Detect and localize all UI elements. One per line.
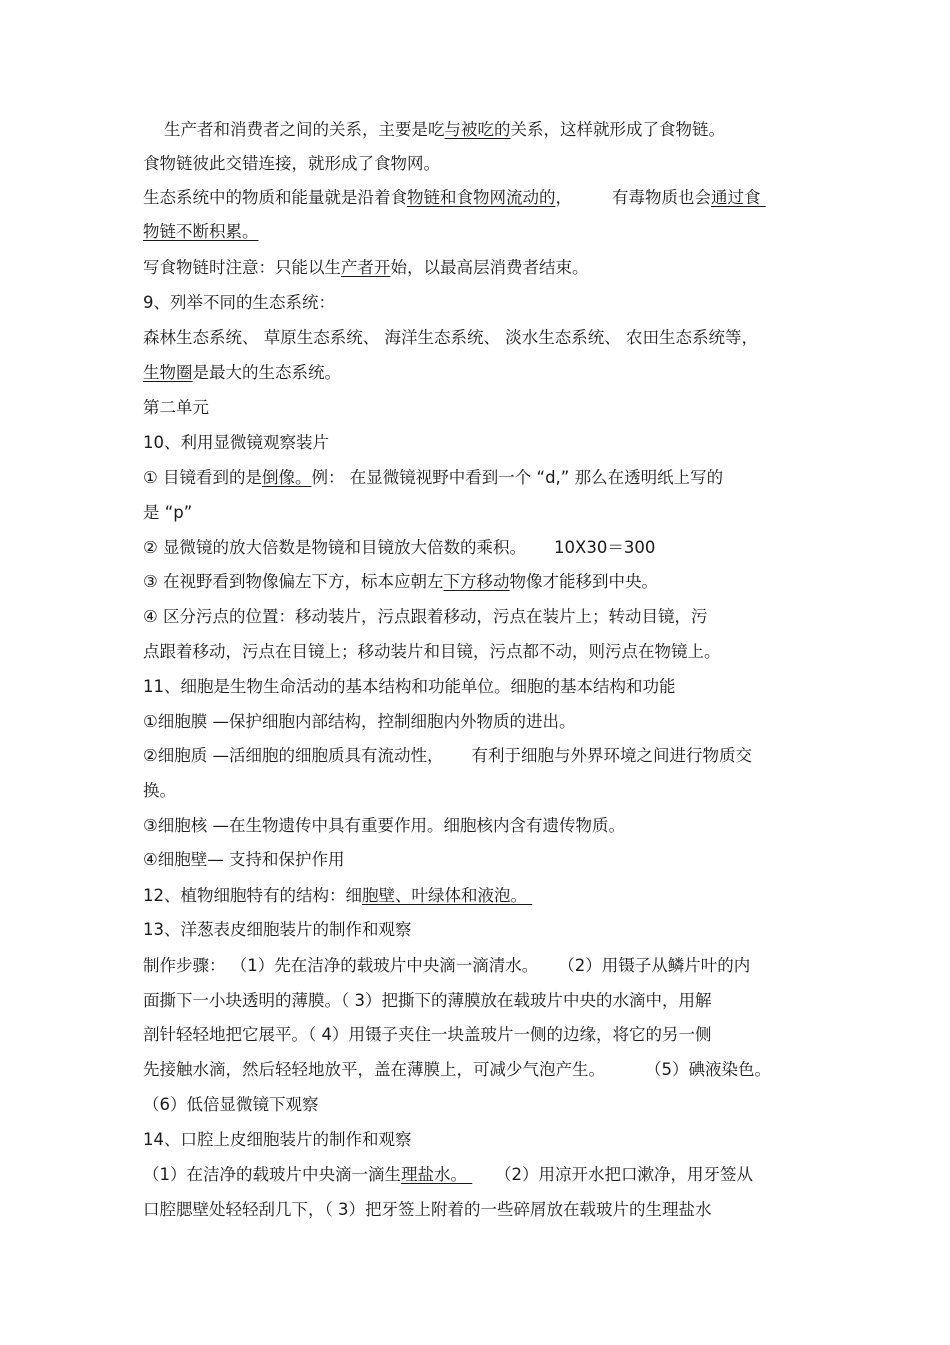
underlined-text: 通过食 [711,188,761,207]
section-heading: 12、植物细胞特有的结构：细胞壁、叶绿体和液泡。 [143,886,527,905]
text-line: ③ 在视野看到物像偏左下方，标本应朝左下方移动物像才能移到中央。 [143,572,659,591]
text-line: ②细胞质 —活细胞的细胞质具有流动性， 有利于细胞与外界环境之间进行物质交 [143,746,753,765]
underlined-text: 生物圈 [143,363,193,382]
text-line: （6）低倍显微镜下观察 [143,1095,319,1114]
text-line: ④细胞壁— 支持和保护作用 [143,850,345,869]
text-line: 先接触水滴，然后轻轻地放平，盖在薄膜上，可减少气泡产生。 （5）碘液染色。 [143,1060,771,1079]
underlined-text: 物链不断积累。 [143,222,259,241]
underlined-text: 倒像。 [262,468,312,487]
underlined-text: 与被吃的 [444,120,511,139]
text-line: 换。 [143,781,176,800]
section-heading: 14、口腔上皮细胞装片的制作和观察 [143,1130,412,1149]
text-line: 生产者和消费者之间的关系，主要是吃与被吃的关系，这样就形成了食物链。 [164,120,725,139]
text-line: 写食物链时注意：只能以生产者开始，以最高层消费者结束。 [143,258,589,277]
text-line: 剖针轻轻地把它展平。（ 4）用镊子夹住一块盖玻片一侧的边缘，将它的另一侧 [143,1025,712,1044]
section-heading: 10、利用显微镜观察装片 [143,433,329,452]
text-line: 生态系统中的物质和能量就是沿着食物链和食物网流动的， 有毒物质也会通过食 [143,188,761,207]
underlined-text: 理盐水。 [401,1165,467,1184]
underlined-text: 胞壁、叶绿体和液泡。 [362,886,527,905]
text-line: （1）在洁净的载玻片中央滴一滴生理盐水。 （2）用凉开水把口漱净，用牙签从 [143,1165,753,1184]
text-line: 生物圈是最大的生态系统。 [143,363,341,382]
underlined-text: 物链和食物网流动的 [407,188,556,207]
section-heading: 13、洋葱表皮细胞装片的制作和观察 [143,920,412,939]
text-line: 点跟着移动，污点在目镜上；移动装片和目镜，污点都不动，则污点在物镜上。 [143,642,721,661]
text-line: 森林生态系统、 草原生态系统、 海洋生态系统、 淡水生态系统、 农田生态系统等， [143,328,758,347]
unit-heading: 第二单元 [143,398,209,417]
text-line: ④ 区分污点的位置：移动装片，污点跟着移动，污点在装片上；转动目镜，污 [143,607,708,626]
text-line [143,221,259,243]
text-line: ② 显微镜的放大倍数是物镜和目镜放大倍数的乘积。 10X30＝300 [143,538,656,557]
text-line: ③细胞核 —在生物遗传中具有重要作用。细胞核内含有遗传物质。 [143,816,626,835]
text-line: 口腔腮壁处轻轻刮几下，（ 3）把牙签上附着的一些碎屑放在载玻片的生理盐水 [143,1200,712,1219]
text-line: 面撕下一小块透明的薄膜。（ 3）把撕下的薄膜放在载玻片中央的水滴中，用解 [143,991,712,1010]
text-line: ①细胞膜 —保护细胞内部结构，控制细胞内外物质的进出。 [143,712,576,731]
text-line: 是 “p” [143,503,193,522]
section-heading: 9、列举不同的生态系统： [143,293,335,312]
text-line: ① 目镜看到的是倒像。例： 在显微镜视野中看到一个 “d,” 那么在透明纸上写的 [143,468,724,487]
underlined-text: 下方移动 [443,572,510,591]
section-heading: 11、细胞是生物生命活动的基本结构和功能单位。细胞的基本结构和功能 [143,677,676,696]
text-line: 食物链彼此交错连接，就形成了食物网。 [143,154,440,173]
underlined-text: 产者开 [341,258,391,277]
text-line: 制作步骤： （1）先在洁净的载玻片中央滴一滴清水。 （2）用镊子从鳞片叶的内 [143,956,751,975]
